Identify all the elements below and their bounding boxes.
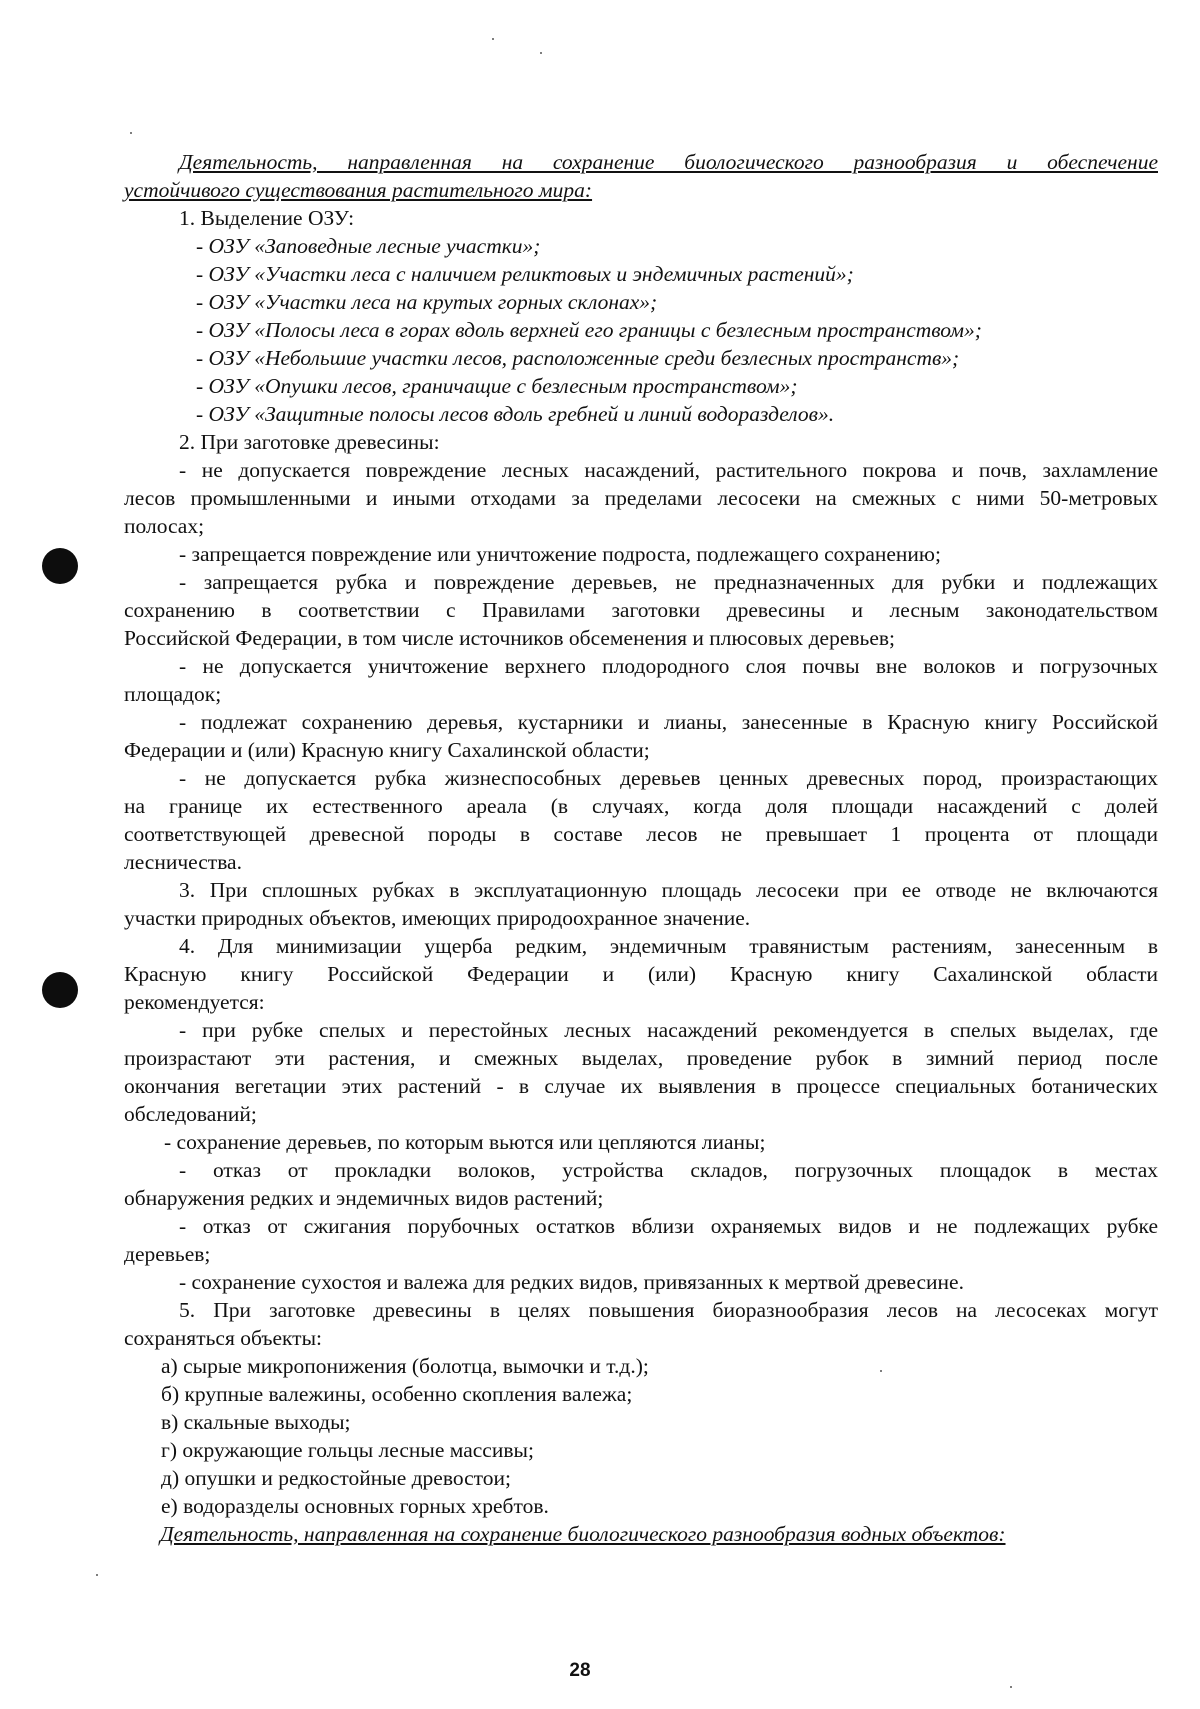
paragraph-line: Федерации и (или) Красную книгу Сахалинской области; [124, 738, 650, 762]
paragraph-line: - подлежат сохранению деревья, кустарники и лианы, занесенные в Красную книгу Российской [179, 710, 1158, 734]
list-item-title: 2. При заготовке древесины: [179, 430, 440, 454]
ozu-item: - ОЗУ «Заповедные лесные участки»; [196, 234, 541, 258]
document-body [124, 148, 1158, 1548]
ozu-item: - ОЗУ «Опушки лесов, граничащие с безлесным пространством»; [196, 374, 798, 398]
paragraph-line: 3. При сплошных рубках в эксплуатационную площадь лесосеки при ее отводе не включаются [179, 878, 1158, 902]
paragraph-line: - не допускается повреждение лесных насаждений, растительного покрова и почв, захламление [179, 458, 1158, 482]
paragraph-line: соответствующей древесной породы в составе лесов не превышает 1 процента от площади [124, 822, 1158, 846]
ozu-item: - ОЗУ «Небольшие участки лесов, расположенные среди безлесных пространств»; [196, 346, 960, 370]
list-item: а) сырые микропонижения (болотца, вымочки и т.д.); [161, 1354, 649, 1378]
scan-speck [130, 132, 132, 134]
list-item: д) опушки и редкостойные древостои; [161, 1466, 512, 1490]
paragraph-line: обследований; [124, 1102, 257, 1126]
paragraph-line: окончания вегетации этих растений - в случае их выявления в процессе специальных ботанических [124, 1074, 1158, 1098]
paragraph-line: площадок; [124, 682, 222, 706]
paragraph-line: Российской Федерации, в том числе источников обсеменения и плюсовых деревьев; [124, 626, 895, 650]
paragraph-line: - сохранение деревьев, по которым вьются или цепляются лианы; [164, 1130, 766, 1154]
paragraph-line: 5. При заготовке древесины в целях повышения биоразнообразия лесов на лесосеках могут [179, 1298, 1158, 1322]
list-item: в) скальные выходы; [161, 1410, 351, 1434]
list-item: г) окружающие гольцы лесные массивы; [161, 1438, 534, 1462]
paragraph-line: - запрещается повреждение или уничтожение подроста, подлежащего сохранению; [179, 542, 941, 566]
section-heading-line: устойчивого существования растительного мира: [124, 178, 593, 202]
paragraph-line: полосах; [124, 514, 205, 538]
paragraph-line: сохраняться объекты: [124, 1326, 322, 1350]
ozu-item: - ОЗУ «Участки леса с наличием реликтовых и эндемичных растений»; [196, 262, 854, 286]
section-heading: Деятельность, направленная на сохранение биологического разнообразия водных объектов: [160, 1522, 1006, 1546]
paragraph-line: - сохранение сухостоя и валежа для редких видов, привязанных к мертвой древесине. [179, 1270, 964, 1294]
paragraph-line: лесов промышленными и иными отходами за пределами лесосеки на смежных с ними 50-метровых [124, 486, 1158, 510]
scan-speck [492, 38, 494, 40]
paragraph-line: рекомендуется: [124, 990, 265, 1014]
ozu-item: - ОЗУ «Защитные полосы лесов вдоль гребней и линий водоразделов». [196, 402, 835, 426]
scan-speck [540, 52, 542, 54]
page-number: 28 [569, 1660, 591, 1681]
paragraph-line: произрастают эти растения, и смежных выделах, проведение рубок в зимний период после [124, 1046, 1158, 1070]
paragraph-line: - запрещается рубка и повреждение деревьев, не предназначенных для рубки и подлежащих [179, 570, 1158, 594]
paragraph-line: - отказ от прокладки волоков, устройства складов, погрузочных площадок в местах [179, 1158, 1158, 1182]
punch-hole [42, 972, 78, 1008]
paragraph-line: Красную книгу Российской Федерации и (или) Красную книгу Сахалинской области [124, 962, 1158, 986]
paragraph-line: лесничества. [124, 850, 242, 874]
paragraph-line: деревьев; [124, 1242, 211, 1266]
section-heading-line: Деятельность, направленная на сохранение биологического разнообразия и обеспечение [179, 150, 1158, 174]
paragraph-line: - отказ от сжигания порубочных остатков вблизи охраняемых видов и не подлежащих рубке [179, 1214, 1158, 1238]
paragraph-line: на границе их естественного ареала (в случаях, когда доля площади насаждений с долей [124, 794, 1158, 818]
paragraph-line: 4. Для минимизации ущерба редким, эндемичным травянистым растениям, занесенным в [179, 934, 1158, 958]
list-item: б) крупные валежины, особенно скопления валежа; [161, 1382, 633, 1406]
paragraph-line: участки природных объектов, имеющих природоохранное значение. [124, 906, 751, 930]
scan-speck [96, 1574, 98, 1576]
punch-hole [42, 548, 78, 584]
paragraph-line: - при рубке спелых и перестойных лесных насаждений рекомендуется в спелых выделах, где [179, 1018, 1158, 1042]
paragraph-line: обнаружения редких и эндемичных видов растений; [124, 1186, 604, 1210]
paragraph-line: - не допускается рубка жизнеспособных деревьев ценных древесных пород, произрастающих [179, 766, 1158, 790]
ozu-item: - ОЗУ «Участки леса на крутых горных склонах»; [196, 290, 658, 314]
ozu-item: - ОЗУ «Полосы леса в горах вдоль верхней его границы с безлесным пространством»; [196, 318, 982, 342]
list-item-title: 1. Выделение ОЗУ: [179, 206, 355, 230]
scan-speck [1010, 1686, 1012, 1688]
paragraph-line: сохранению в соответствии с Правилами заготовки древесины и лесным законодательством [124, 598, 1158, 622]
paragraph-line: - не допускается уничтожение верхнего плодородного слоя почвы вне волоков и погрузочных [179, 654, 1158, 678]
list-item: е) водоразделы основных горных хребтов. [161, 1494, 549, 1518]
